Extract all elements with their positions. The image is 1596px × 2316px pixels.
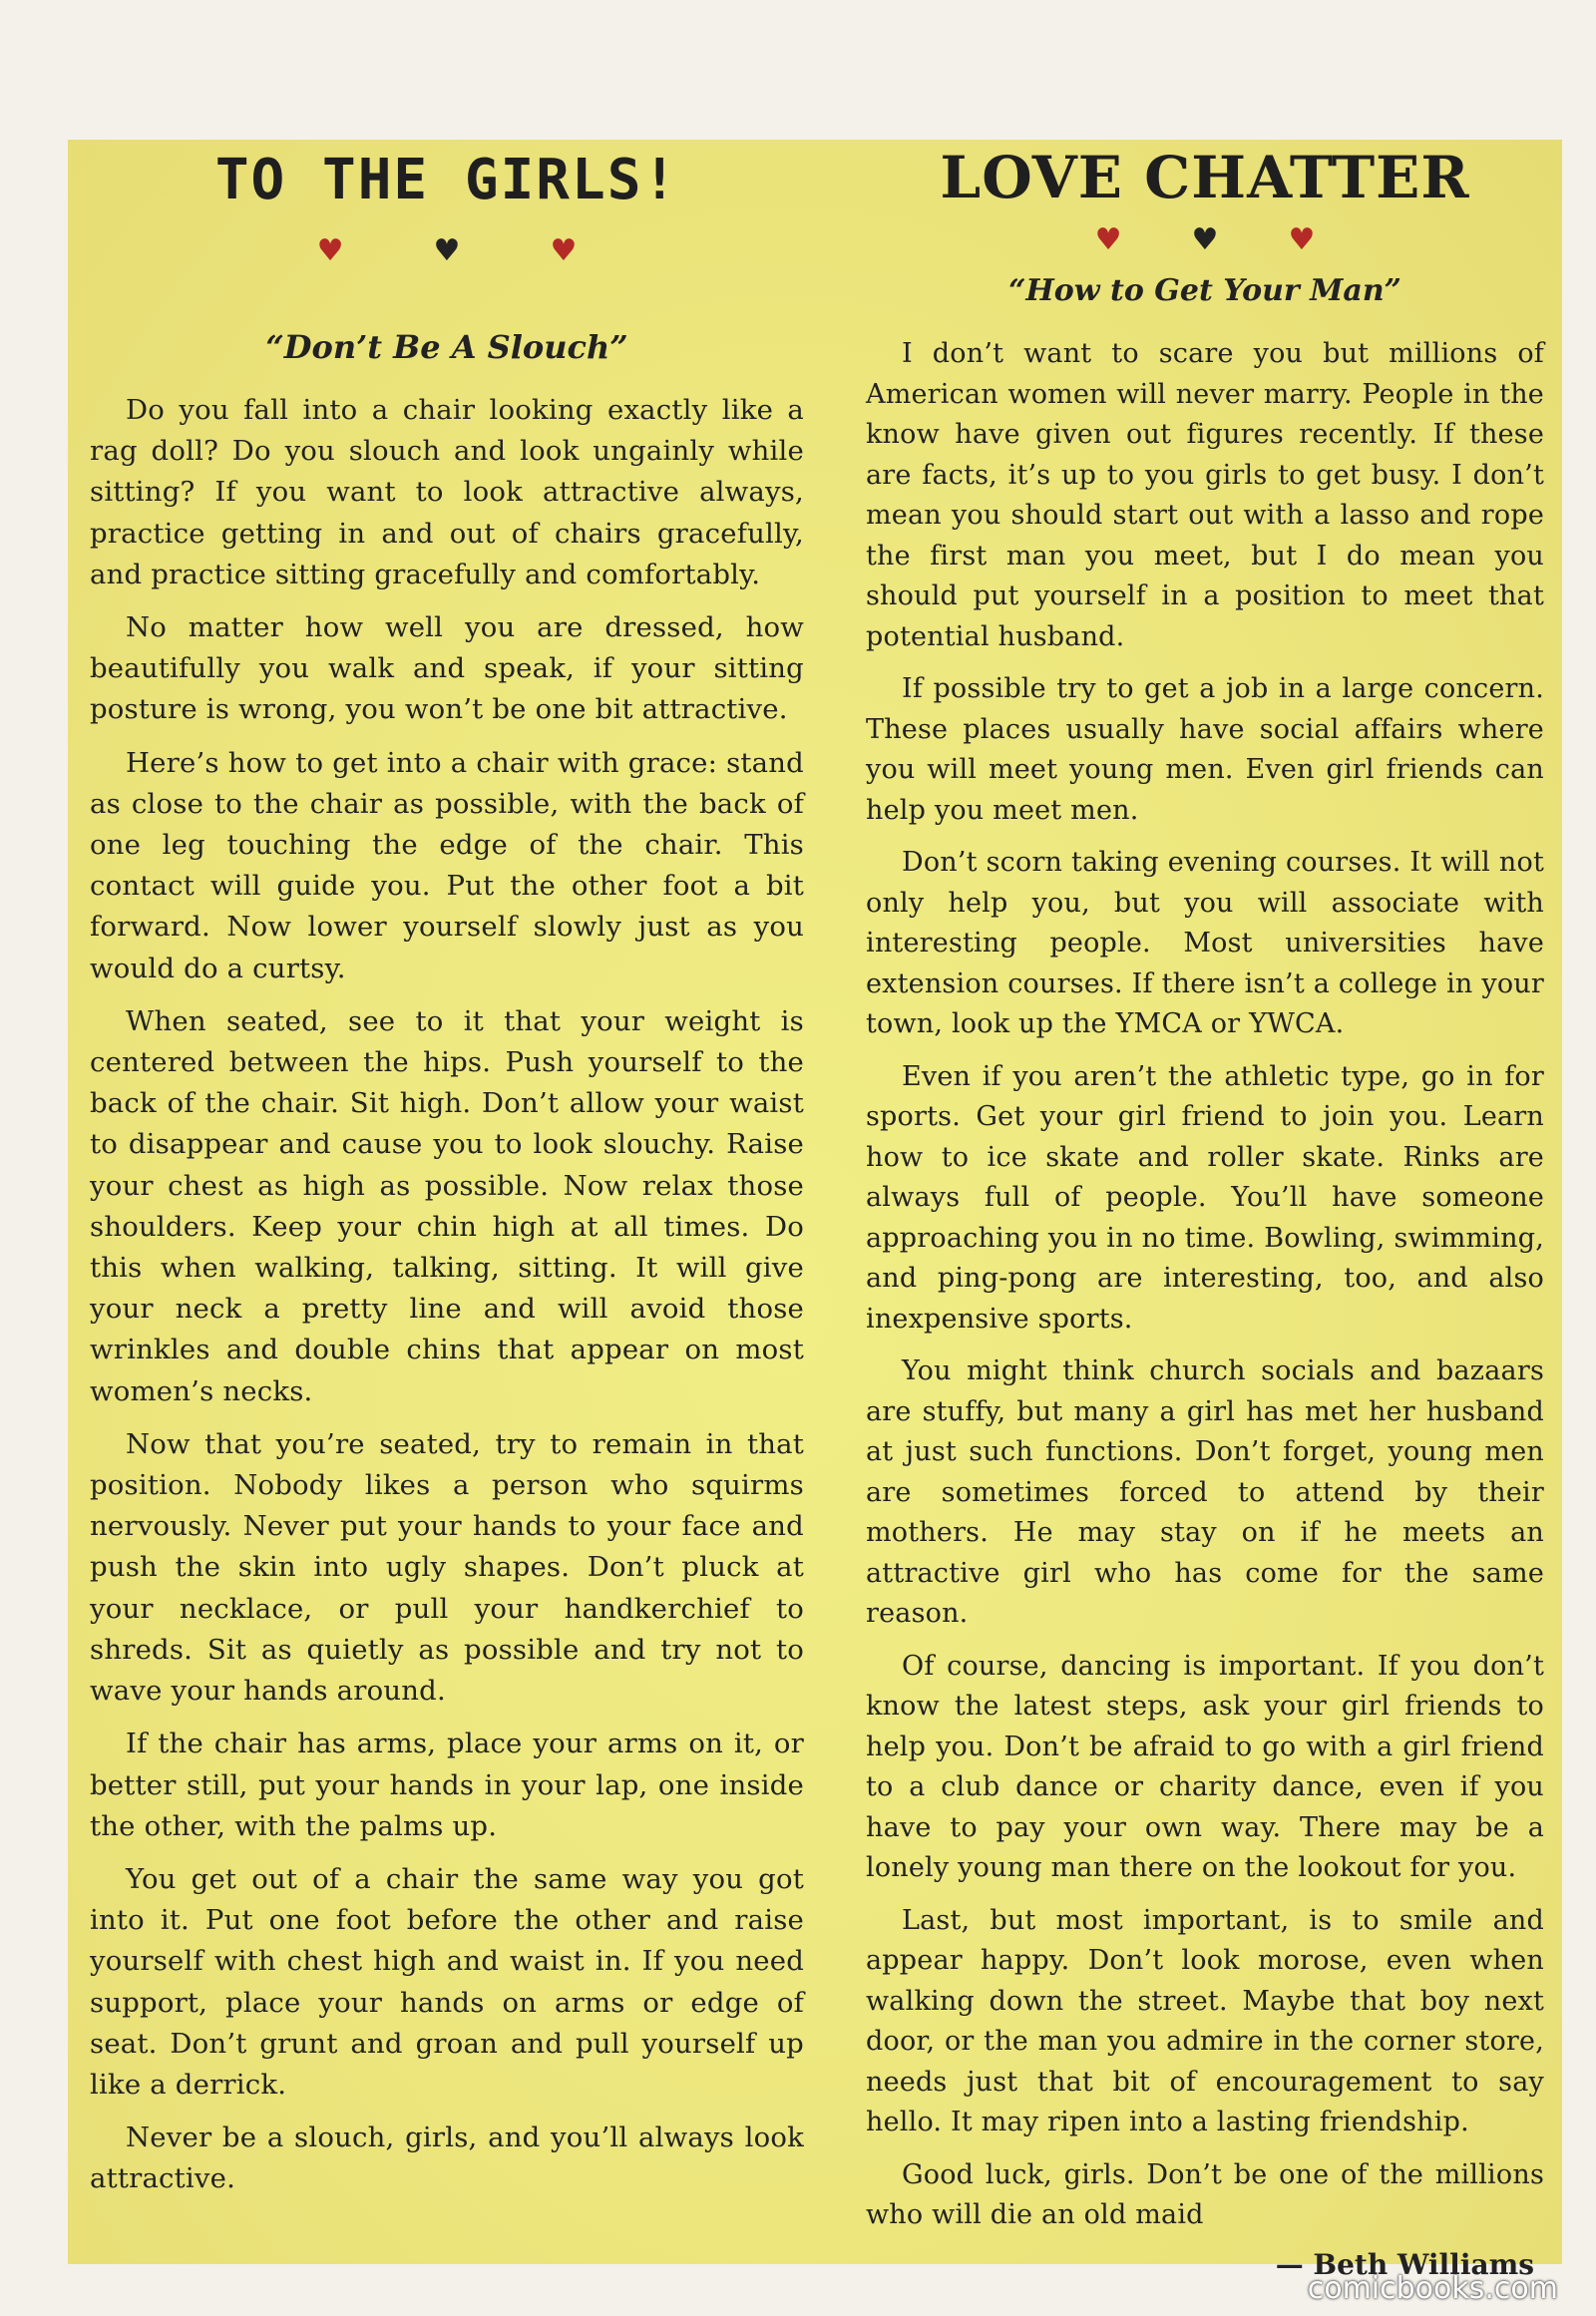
left-hearts-row — [90, 233, 804, 268]
heart-icon: ♥ — [1288, 222, 1316, 257]
article-paragraph: I don’t want to scare you but millions of American women will never marry. People in the know have given out figures recently. If these are facts, it’s up to you girls to get busy. I don’t mean you should start out with a lasso and rope the first man you meet, but I do mean you should put yourself in a position to meet that potential husband. — [866, 338, 1544, 652]
article-paragraph: Now that you’re seated, try to remain in that position. Nobody likes a person who squirms nervously. Never put your hands to your face and push the skin into ugly shapes. Don’t pluck at your necklace, or pull your handkerchief to shreds. Sit as quietly as possible and try not to wave your hands around. — [90, 1427, 804, 1708]
article-paragraph: Last, but most important, is to smile and appear happy. Don’t look morose, even when walking down the street. Maybe that boy next door, or the man you admire in the corner store, needs just that bit of encouragement to say hello. It may ripen into a lasting friendship. — [866, 1904, 1544, 2137]
article-paragraph: You might think church socials and bazaars are stuffy, but many a girl has met her husband at just such functions. Don’t forget, young men are sometimes forced to attend by their mothers. He may stay on if he meets an attractive girl who has come for the same reason. — [866, 1355, 1544, 1629]
left-article-title: TO THE GIRLS! — [214, 148, 679, 212]
heart-icon: ♥ — [550, 233, 578, 268]
right-article-title: LOVE CHATTER — [940, 144, 1470, 211]
article-paragraph: Good luck, girls. Don’t be one of the millions who will die an old maid — [866, 2158, 1544, 2230]
left-article — [90, 140, 804, 2264]
article-paragraph: Even if you aren’t the athletic type, go in for sports. Get your girl friend to join you. Learn how to ice skate and roller skate. Rinks are always full of people. You’ll have someone approaching you in no time. Bowling, swimming, and ping-pong are interesting, too, and also inexpensive sports. — [866, 1060, 1544, 1335]
article-paragraph: If possible try to get a job in a large concern. These places usually have social affairs where you will meet young men. Even girl friends can help you meet men. — [866, 673, 1544, 826]
article-paragraph: If the chair has arms, place your arms on it, or better still, put your hands in your lap, one inside the other, with the palms up. — [90, 1728, 804, 1842]
watermark: comicbooks.com — [1307, 2271, 1558, 2306]
article-paragraph: Here’s how to get into a chair with grace: stand as close to the chair as possible, with the back of one leg touching the edge of the chair. This contact will guide you. Put the other foot a bit forward. Now lower yourself slowly just as you would do a curtsy. — [90, 746, 804, 984]
heart-icon: ♥ — [316, 233, 344, 268]
yellow-article-panel — [68, 140, 1562, 2281]
article-paragraph: Do you fall into a chair looking exactly like a rag doll? Do you slouch and look ungainly while sitting? If you want to look attractive always, practice getting in and out of chairs gracefully, and practice sitting gracefully and comfortably. — [90, 394, 804, 590]
article-paragraph: Never be a slouch, girls, and you’ll always look attractive. — [90, 2122, 804, 2195]
heart-icon: ♥ — [1191, 222, 1219, 257]
article-paragraph: Of course, dancing is important. If you don’t know the latest steps, ask your girl friends to help you. Don’t be afraid to go with a girl friend to a club dance or charity dance, even if you have to pay your own way. There may be a lonely young man there on the lookout for you. — [866, 1650, 1544, 1883]
author-signature: — Beth Williams — [1275, 2247, 1534, 2281]
right-article — [866, 140, 1544, 2281]
heart-icon: ♥ — [433, 233, 461, 268]
right-article-subtitle: “How to Get Your Man” — [1008, 273, 1401, 308]
article-paragraph: No matter how well you are dressed, how beautifully you walk and speak, if your sitting posture is wrong, you won’t be one bit attractive. — [90, 611, 804, 726]
right-hearts-row — [866, 222, 1544, 257]
article-paragraph: When seated, see to it that your weight is centered between the hips. Push yourself to the back of the chair. Sit high. Don’t allow your waist to disappear and cause you to look slouchy. Raise your chest as high as possible. Now relax those shoulders. Keep your chin high at all times. Do this when walking, talking, sitting. It will give your neck a pretty line and will avoid those wrinkles and double chins that appear on most women’s necks. — [90, 1004, 804, 1407]
article-paragraph: You get out of a chair the same way you got into it. Put one foot before the other and raise yourself with chest high and waist in. If you need support, place your hands on arms or edge of seat. Don’t grunt and groan and pull yourself up like a derrick. — [90, 1862, 804, 2101]
heart-icon: ♥ — [1094, 222, 1122, 257]
article-paragraph: Don’t scorn taking evening courses. It will not only help you, but you will associate with interesting people. Most universities have extension courses. If there isn’t a college in your town, look up the YMCA or YWCA. — [866, 847, 1544, 1039]
left-article-subtitle: “Don’t Be A Slouch” — [265, 328, 628, 366]
